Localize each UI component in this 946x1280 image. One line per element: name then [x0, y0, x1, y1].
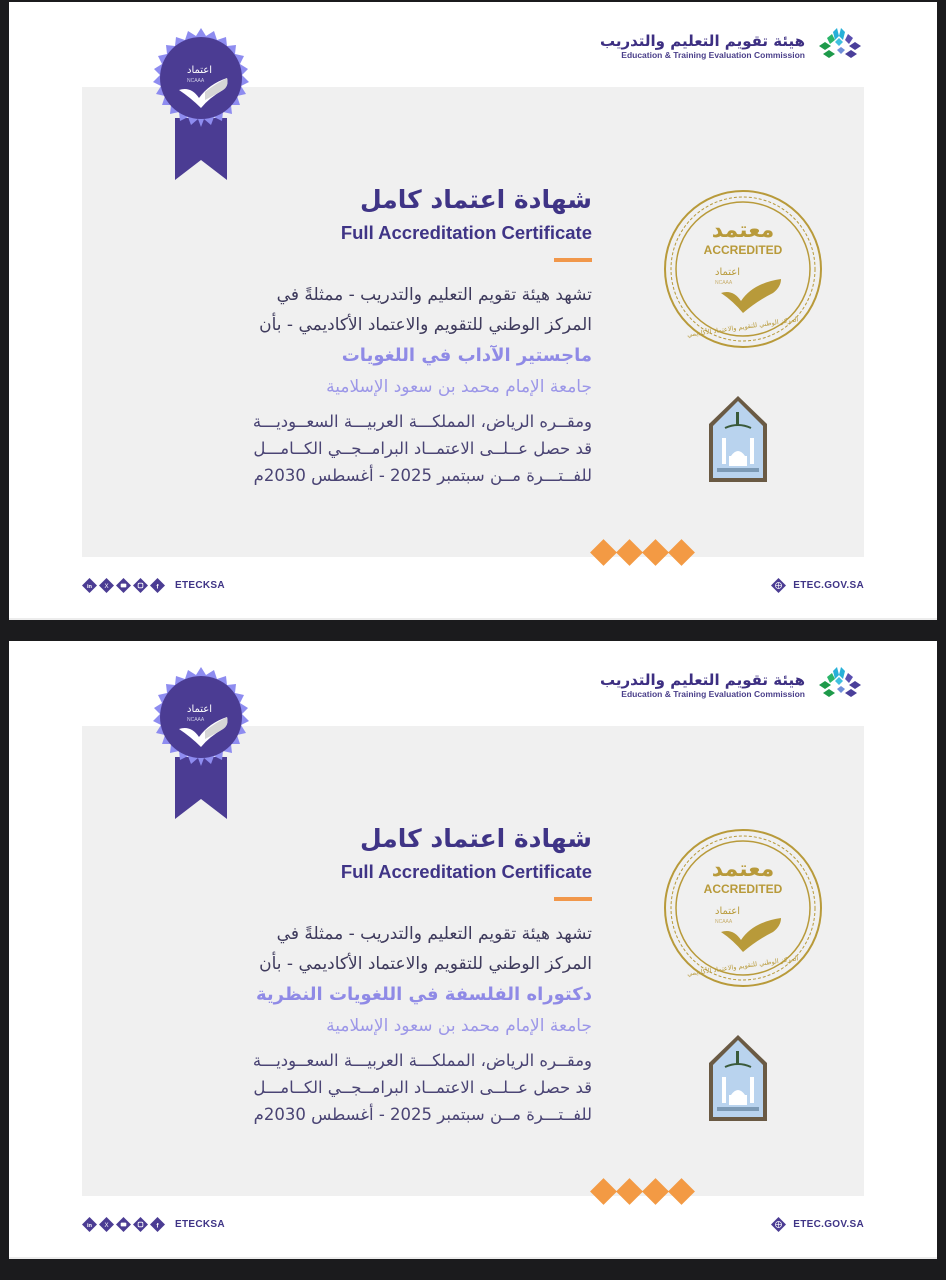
etec-logo-icon: [813, 667, 865, 703]
certificate-body: [212, 280, 592, 489]
certificate-title-en: Full Accreditation Certificate: [340, 222, 592, 243]
globe-icon: [771, 578, 786, 593]
intro-line-1: تشهد هيئة تقويم التعليم والتدريب - ممثلةً في: [276, 924, 592, 944]
certificate-card-2: [9, 641, 937, 1259]
decorative-diamonds: [593, 543, 691, 562]
globe-icon: [771, 1217, 786, 1232]
svg-text:المركز الوطني للتقويم والاعتما: المركز الوطني للتقويم والاعتماد الأكاديمي: [686, 315, 799, 339]
linkedin-icon[interactable]: [82, 578, 97, 593]
social-links: [82, 578, 225, 593]
org-name-ar: هيئة تقويم التعليم والتدريب: [599, 670, 805, 689]
etec-logo: [600, 667, 865, 703]
youtube-icon[interactable]: [116, 1217, 131, 1232]
linkedin-icon[interactable]: [82, 1217, 97, 1232]
org-name-en: Education & Training Evaluation Commission: [621, 49, 805, 60]
svg-text:in: in: [87, 1222, 92, 1229]
decorative-diamonds: [593, 1182, 691, 1201]
website-link[interactable]: [771, 1217, 864, 1232]
university-crest-icon: [707, 394, 769, 484]
svg-text:معتمد: معتمد: [711, 857, 775, 882]
youtube-icon[interactable]: [116, 578, 131, 593]
accreditation-rosette-icon: [143, 28, 259, 182]
website-link[interactable]: [771, 578, 864, 593]
x-icon[interactable]: [99, 578, 114, 593]
detail-line-3: للفــتـــرة مــن سبتمبر 2025 - أغسطس 2030م: [253, 466, 592, 485]
svg-text:اعتماد: اعتماد: [715, 906, 741, 917]
social-handle[interactable]: ETECKSA: [175, 580, 225, 591]
certificate-title-en: Full Accreditation Certificate: [340, 861, 592, 882]
accreditation-rosette-icon: [143, 667, 259, 821]
svg-text:ACCREDITED: ACCREDITED: [703, 243, 783, 257]
accredited-seal-icon: [663, 189, 823, 349]
svg-text:NCAAA: NCAAA: [187, 717, 205, 723]
website-url[interactable]: ETEC.GOV.SA: [793, 1219, 864, 1230]
svg-text:f: f: [156, 1222, 159, 1230]
facebook-icon[interactable]: [150, 1217, 165, 1232]
detail-line-2: قد حصل عــلــى الاعتمــاد البرامــجــي الكــامـــل: [253, 439, 592, 458]
svg-text:اعتماد: اعتماد: [715, 267, 741, 278]
svg-text:المركز الوطني للتقويم والاعتما: المركز الوطني للتقويم والاعتماد الأكاديمي: [686, 954, 799, 978]
svg-text:اعتماد: اعتماد: [187, 704, 213, 715]
social-links: [82, 1217, 225, 1232]
title-underline: [554, 258, 592, 262]
intro-line-2: المركز الوطني للتقويم والاعتماد الأكاديمي - بأن: [259, 315, 592, 335]
svg-text:اعتماد: اعتماد: [187, 65, 213, 76]
certificate-titles: [341, 821, 592, 901]
svg-text:معتمد: معتمد: [711, 218, 775, 243]
etec-logo-icon: [813, 28, 865, 64]
program-name: دكتوراه الفلسفة في اللغويات النظرية: [256, 984, 592, 1005]
intro-line-1: تشهد هيئة تقويم التعليم والتدريب - ممثلةً في: [276, 285, 592, 305]
title-underline: [554, 897, 592, 901]
org-name-ar: هيئة تقويم التعليم والتدريب: [599, 31, 805, 50]
university-name: جامعة الإمام محمد بن سعود الإسلامية: [326, 377, 592, 397]
svg-text:NCAAA: NCAAA: [715, 919, 733, 925]
website-url[interactable]: ETEC.GOV.SA: [793, 580, 864, 591]
certificate-title-ar: شهادة اعتماد كامل: [359, 185, 592, 214]
detail-line-2: قد حصل عــلــى الاعتمــاد البرامــجــي الكــامـــل: [253, 1078, 592, 1097]
instagram-icon[interactable]: [133, 1217, 148, 1232]
detail-line-1: ومقــره الرياض، المملكـــة العربيـــة السعــوديـــة: [252, 1051, 592, 1070]
svg-text:ACCREDITED: ACCREDITED: [703, 882, 783, 896]
certificate-card-1: [9, 2, 937, 620]
accredited-seal-icon: [663, 828, 823, 988]
svg-text:f: f: [156, 583, 159, 591]
svg-text:X: X: [104, 582, 109, 590]
university-crest-icon: [707, 1033, 769, 1123]
x-icon[interactable]: [99, 1217, 114, 1232]
program-name: ماجستير الآداب في اللغويات: [341, 345, 592, 366]
intro-line-2: المركز الوطني للتقويم والاعتماد الأكاديمي - بأن: [259, 954, 592, 974]
etec-logo: [600, 28, 865, 64]
svg-text:in: in: [87, 583, 92, 590]
svg-text:NCAAA: NCAAA: [715, 280, 733, 286]
social-handle[interactable]: ETECKSA: [175, 1219, 225, 1230]
university-name: جامعة الإمام محمد بن سعود الإسلامية: [326, 1016, 592, 1036]
detail-line-3: للفــتـــرة مــن سبتمبر 2025 - أغسطس 2030م: [253, 1105, 592, 1124]
certificate-body: [212, 919, 592, 1128]
detail-line-1: ومقــره الرياض، المملكـــة العربيـــة السعــوديـــة: [252, 412, 592, 431]
instagram-icon[interactable]: [133, 578, 148, 593]
facebook-icon[interactable]: [150, 578, 165, 593]
svg-text:X: X: [104, 1221, 109, 1229]
svg-text:NCAAA: NCAAA: [187, 78, 205, 84]
certificate-title-ar: شهادة اعتماد كامل: [359, 824, 592, 853]
org-name-en: Education & Training Evaluation Commission: [621, 688, 805, 699]
certificate-titles: [341, 182, 592, 262]
